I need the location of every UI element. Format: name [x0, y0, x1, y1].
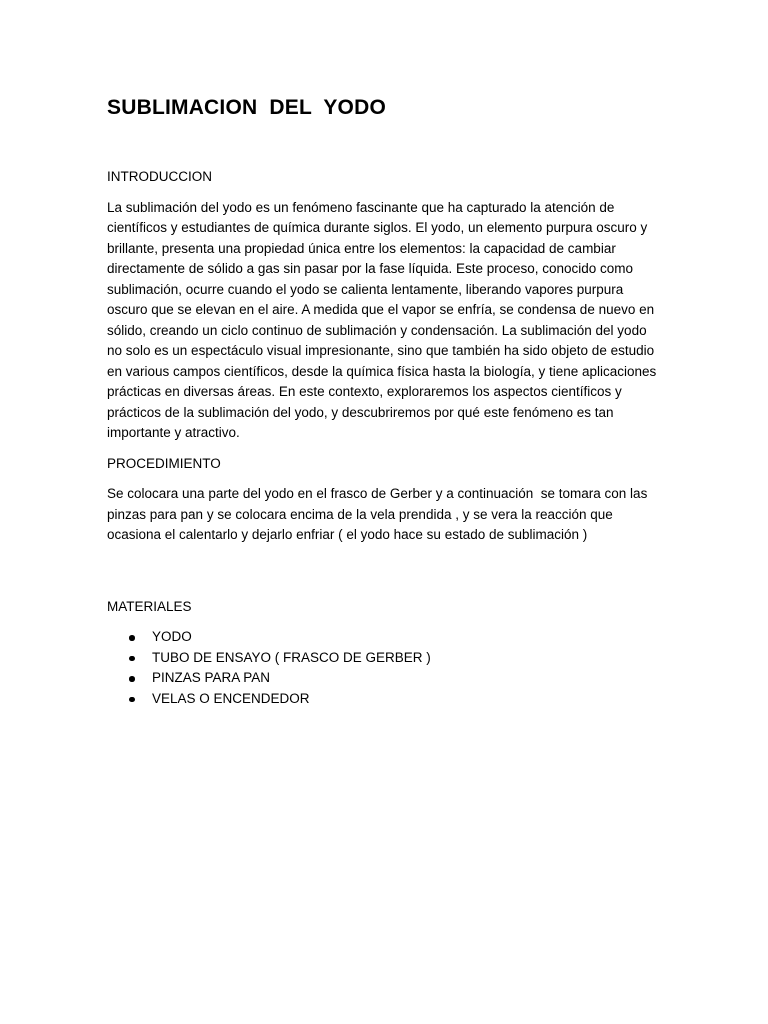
- list-item: [107, 668, 663, 689]
- bullet-icon: [129, 656, 135, 662]
- list-item-label: PINZAS PARA PAN: [152, 670, 271, 685]
- document-body: [107, 92, 663, 709]
- bullet-icon: [129, 676, 135, 682]
- list-item-label: VELAS O ENCENDEDOR: [152, 690, 310, 706]
- list-item: [107, 648, 663, 669]
- section-heading-materiales: MATERIALES: [107, 598, 192, 614]
- list-item-label: YODO: [152, 629, 192, 644]
- bullet-icon: [129, 635, 135, 641]
- list-item: [107, 689, 663, 710]
- section-heading-procedimiento: PROCEDIMIENTO: [107, 455, 221, 471]
- bullet-icon: [129, 697, 135, 703]
- document-title: SUBLIMACION DEL YODO: [107, 96, 386, 119]
- list-item-label: TUBO DE ENSAYO ( FRASCO DE GERBER ): [152, 649, 431, 665]
- procedimiento-paragraph: Se colocara una parte del yodo en el frasco de Gerber y a continuación se tomara con las pinzas para pan y se colocara encima de la vela prendida , y se vera la reacción que ocasiona el calentarlo y dejarlo enfriar ( el yodo hace su estado de sublimación ): [107, 486, 652, 542]
- list-item: [107, 627, 663, 648]
- materiales-list: [107, 627, 663, 709]
- section-heading-introduccion: INTRODUCCION: [107, 169, 212, 184]
- introduccion-paragraph: La sublimación del yodo es un fenómeno fascinante que ha capturado la atención de científicos y estudiantes de química durante siglos. El yodo, un elemento purpura oscuro y brillante, presenta una propiedad única entre los elementos: la capacidad de cambiar directamente de sólido a gas sin pasar por la fase líquida. Este proceso, conocido como sublimación, ocurre cuando el yodo se calienta lentamente, liberando vapores purpura oscuro que se elevan en el aire. A medida que el vapor se enfría, se condensa de nuevo en sólido, creando un ciclo continuo de sublimación y condensación. La sublimación del yodo no solo es un espectáculo visual impresionante, sino que también ha sido objeto de estudio en various campos científicos, desde la química física hasta la biología, y tiene aplicaciones prácticas en diversas áreas. En este contexto, exploraremos los aspectos científicos y prácticos de la sublimación del yodo, y descubriremos por qué este fenómeno es tan importante y atractivo.: [107, 199, 661, 440]
